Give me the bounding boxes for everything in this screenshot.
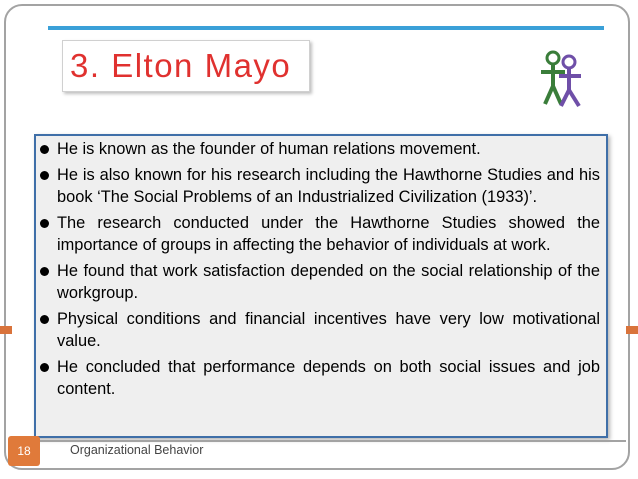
bullet-text: The research conducted under the Hawthorne Studies showed the importance of groups in affecting the behavior of individuals at work. [57,214,600,254]
bullet-text: He is known as the founder of human relations movement. [57,140,481,158]
bullet-item [40,308,600,352]
bullet-dot-icon [40,171,49,180]
bullet-text: Physical conditions and financial incentives have very low motivational value. [57,310,600,350]
bullet-list [40,138,600,404]
bullet-item [40,260,600,304]
two-people-icon [533,46,591,110]
bullet-item [40,138,600,160]
bullet-dot-icon [40,267,49,276]
bullet-item [40,164,600,208]
bullet-dot-icon [40,219,49,228]
footer-divider [10,440,626,442]
bullet-dot-icon [40,363,49,372]
bullet-item [40,356,600,400]
bullet-item [40,212,600,256]
bullet-text: He is also known for his research including the Hawthorne Studies and his book ‘The Social Problems of an Industrialized Civilization (1933)’. [57,166,600,206]
footer-text: Organizational Behavior [70,443,204,457]
bullet-dot-icon [40,145,49,154]
bullet-text: He found that work satisfaction depended on the social relationship of the workgroup. [57,262,600,302]
top-accent-bar [48,26,604,30]
bullet-text: He concluded that performance depends on both social issues and job content. [57,358,600,398]
page-number-badge: 18 [8,436,40,466]
bullet-dot-icon [40,315,49,324]
slide-title: 3. Elton Mayo [70,47,292,84]
